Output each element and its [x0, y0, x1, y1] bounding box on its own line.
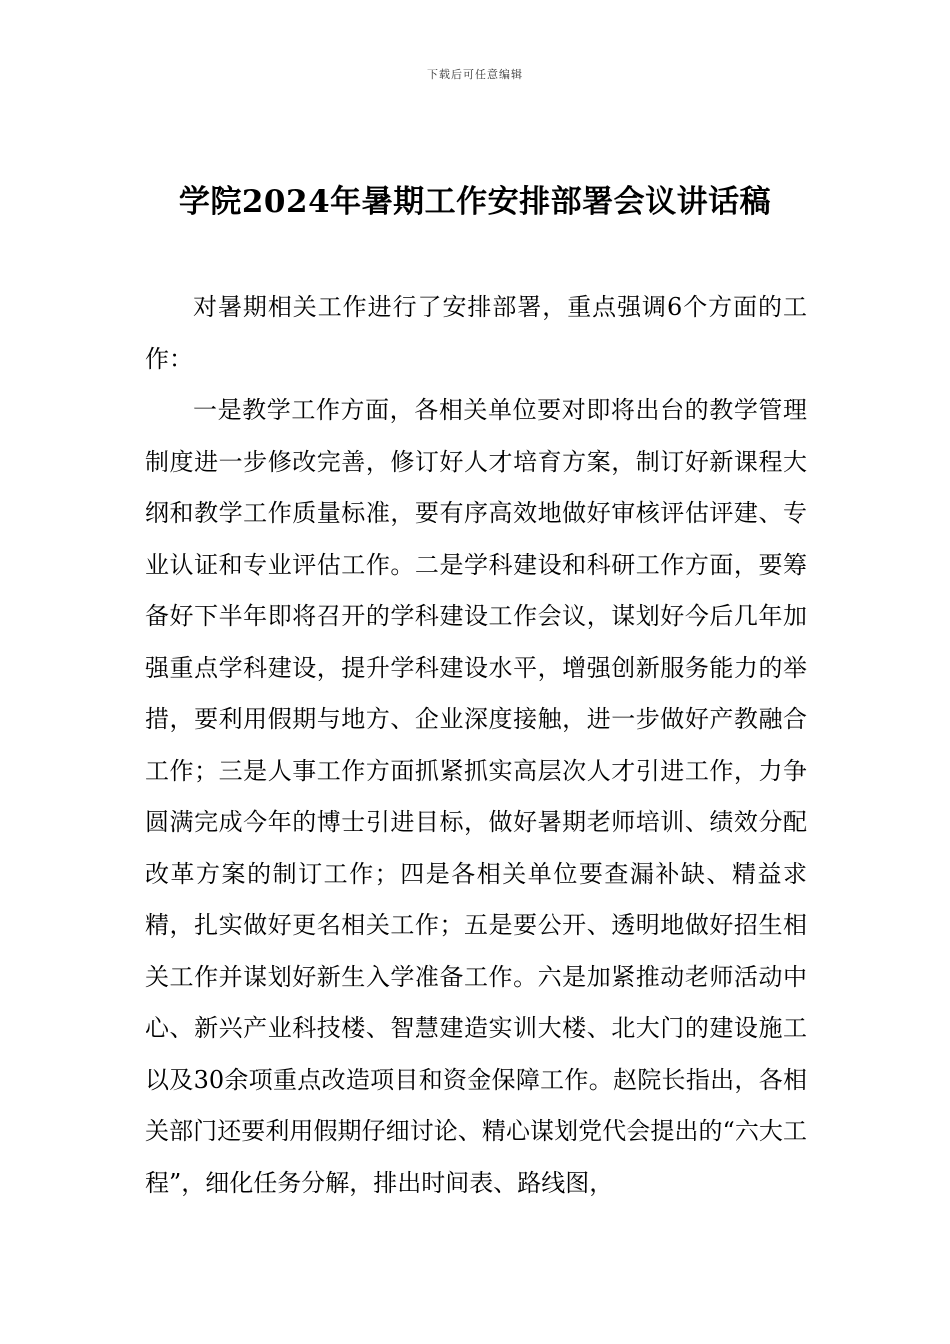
body-paragraph-intro: 对暑期相关工作进行了安排部署，重点强调6个方面的工作： [145, 293, 807, 373]
header-note: 下载后可任意编辑 [427, 68, 523, 81]
document-title: 学院2024年暑期工作安排部署会议讲话稿 [178, 184, 772, 220]
document-body [145, 282, 807, 1209]
body-paragraph-main: 一是教学工作方面，各相关单位要对即将出台的教学管理制度进一步修改完善，修订好人才培育方案，制订好新课程大纲和教学工作质量标准，要有序高效地做好审核评估评建、专业认证和专业评估工作。二是学科建设和科研工作方面，要筹备好下半年即将召开的学科建设工作会议，谋划好今后几年加强重点学科建设，提升学科建设水平，增强创新服务能力的举措，要利用假期与地方、企业深度接触，进一步做好产教融合工作；三是人事工作方面抓紧抓实高层次人才引进工作，力争圆满完成今年的博士引进目标，做好暑期老师培训、绩效分配改革方案的制订工作；四是各相关单位要查漏补缺、精益求精，扎实做好更名相关工作；五是要公开、透明地做好招生相关工作并谋划好新生入学准备工作。六是加紧推动老师活动中心、新兴产业科技楼、智慧建造实训大楼、北大门的建设施工以及30余项重点改造项目和资金保障工作。赵院长指出，各相关部门还要利用假期仔细讨论、精心谋划党代会提出的“六大工程”，细化任务分解，排出时间表、路线图， [145, 396, 807, 1197]
